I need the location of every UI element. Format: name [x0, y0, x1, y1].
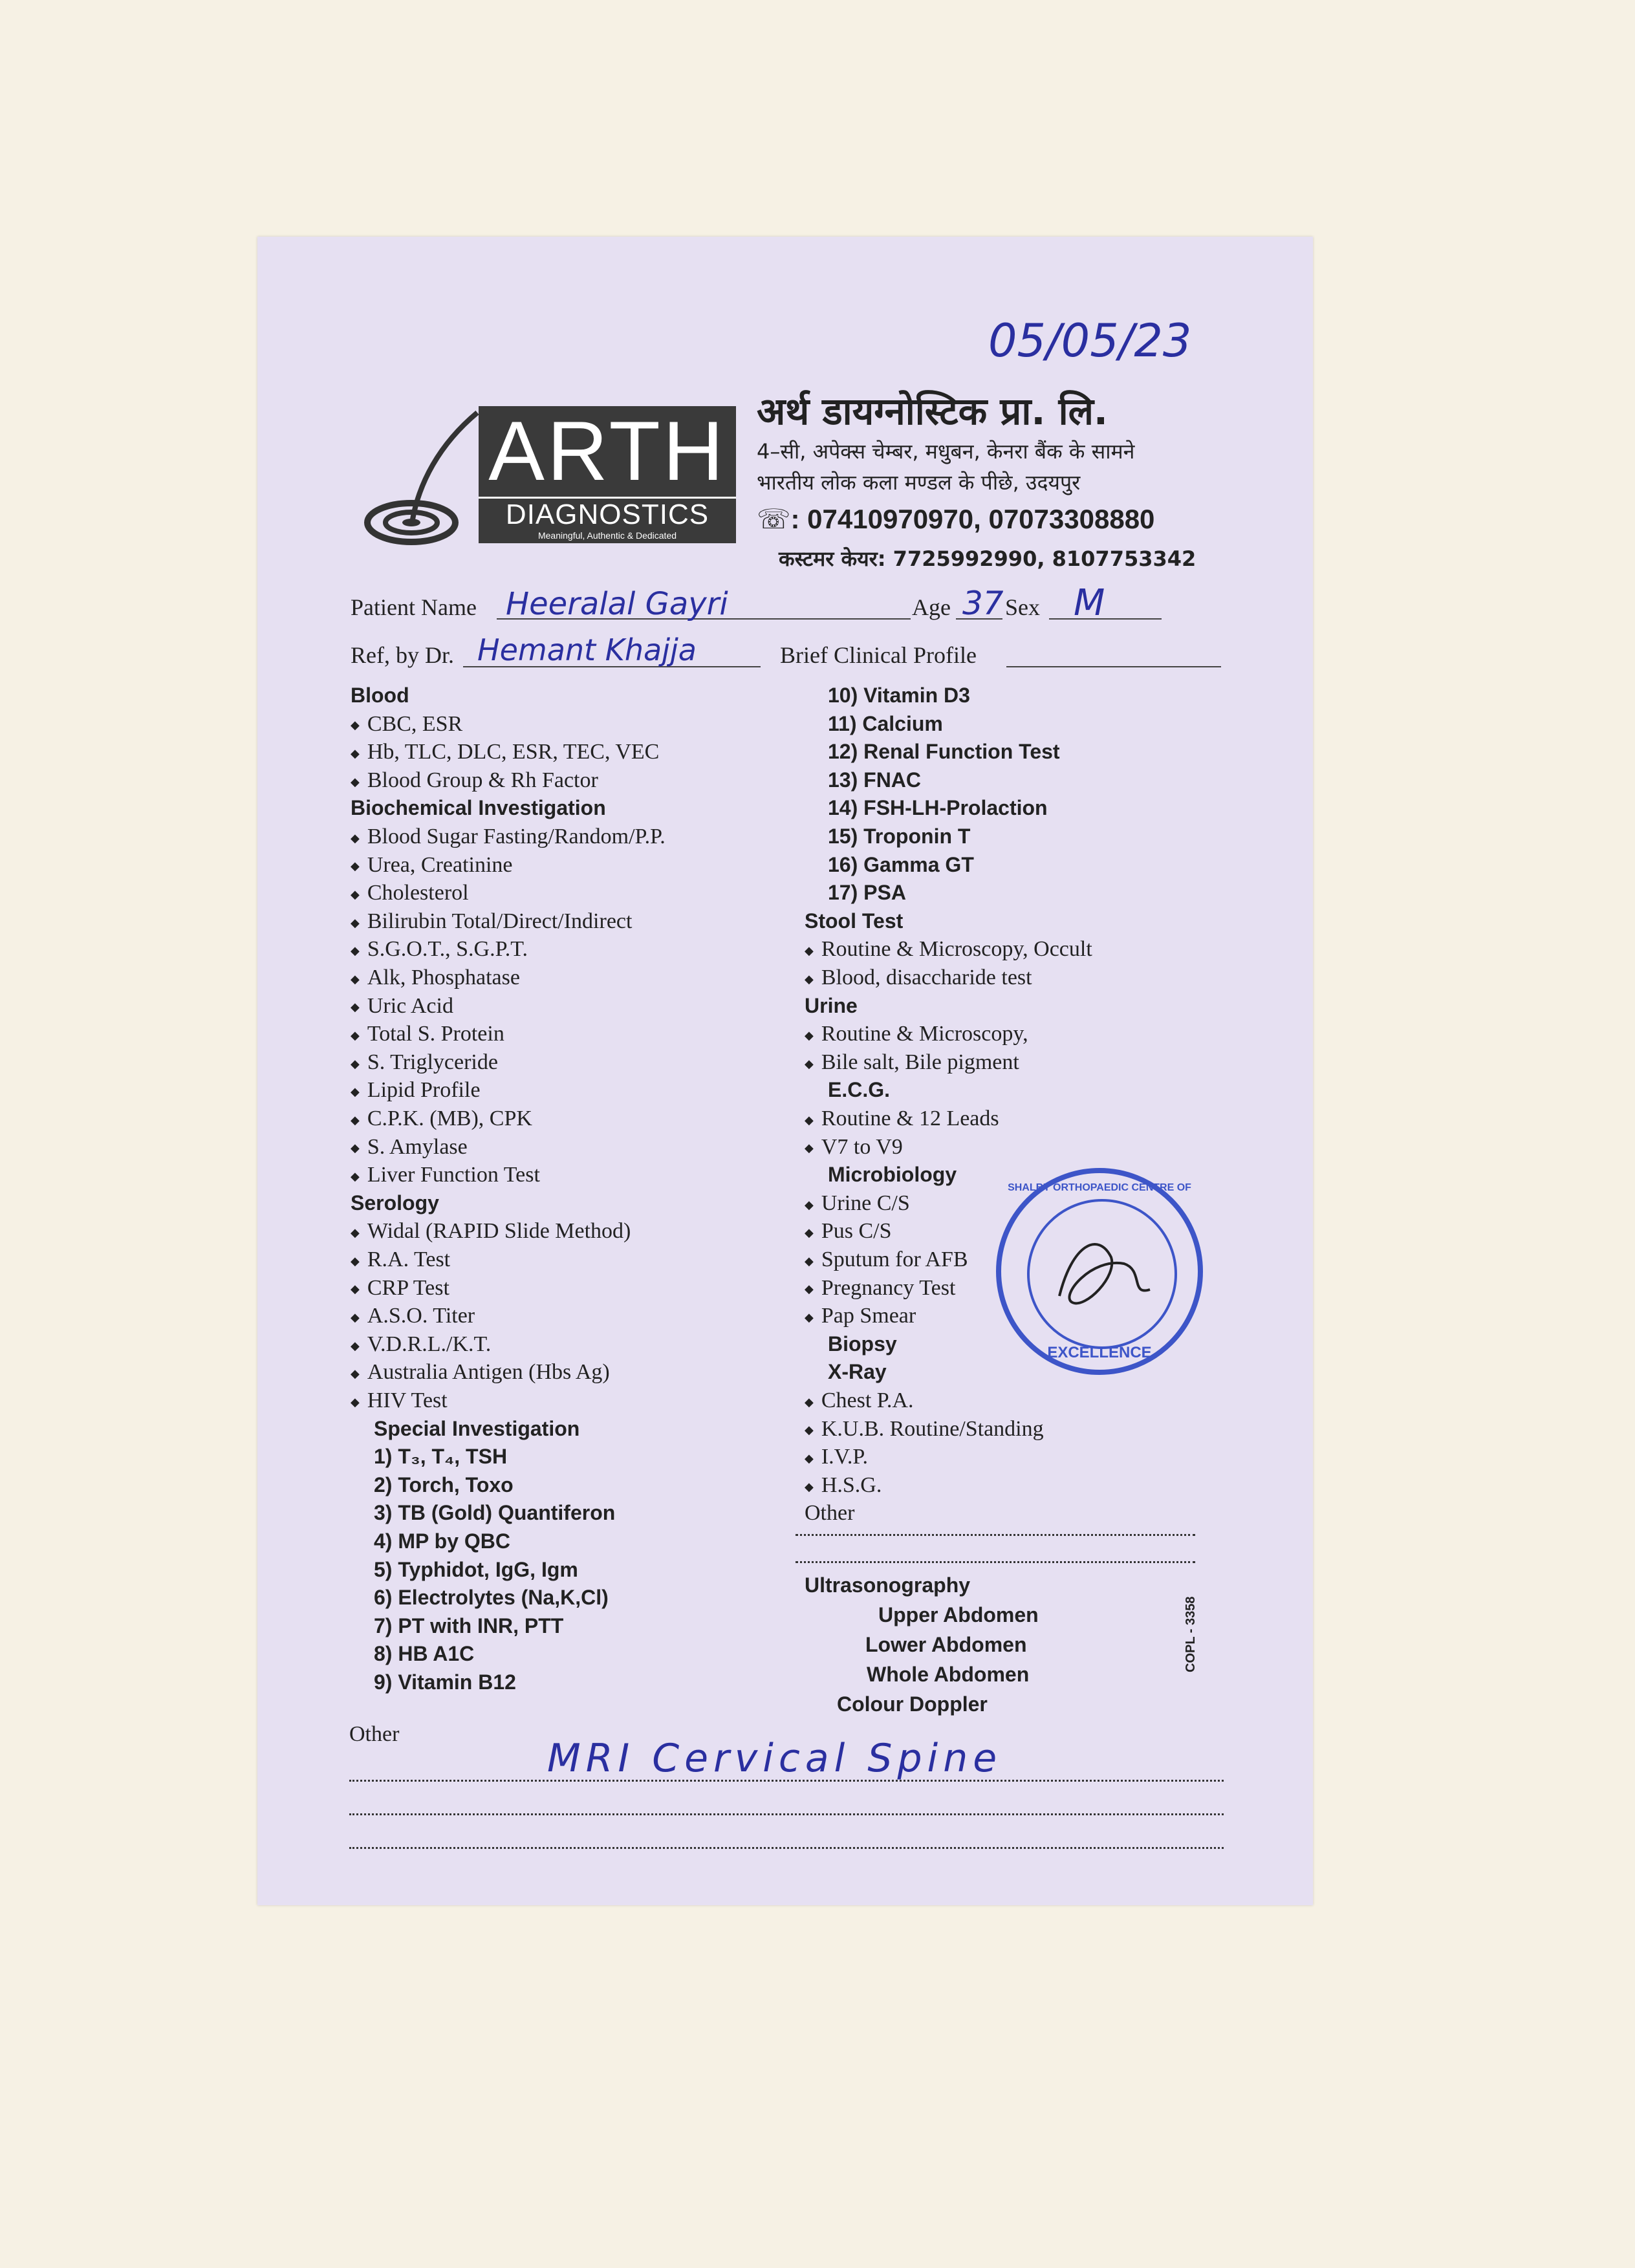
test-item-label: C.P.K. (MB), CPK — [367, 1107, 532, 1130]
test-item-label: Blood Sugar Fasting/Random/P.P. — [367, 825, 666, 848]
bullet-icon: ◆ — [805, 1451, 814, 1465]
test-item-label: K.U.B. Routine/Standing — [821, 1416, 1044, 1441]
test-item-label: Hb, TLC, DLC, ESR, TEC, VEC — [367, 740, 660, 764]
test-item-label: Routine & 12 Leads — [821, 1107, 999, 1130]
bullet-icon: ◆ — [351, 887, 360, 901]
numbered-test: 8) HB A1C — [374, 1642, 475, 1666]
numbered-test: 14) FSH-LH-Prolaction — [828, 796, 1048, 820]
test-item — [351, 823, 666, 852]
test-item-label: Widal (RAPID Slide Method) — [367, 1219, 631, 1244]
test-item-label: Blood, disaccharide test — [821, 966, 1032, 989]
test-item — [351, 1217, 631, 1247]
logo-sub-text: DIAGNOSTICS — [479, 497, 736, 532]
test-item — [351, 879, 469, 909]
test-item — [805, 1217, 892, 1247]
test-item — [351, 1246, 450, 1275]
bullet-icon: ◆ — [351, 1367, 360, 1381]
copl-code: COPL - 3358 — [1184, 1596, 1198, 1672]
test-item — [351, 1048, 498, 1078]
bullet-icon: ◆ — [351, 916, 360, 929]
bullet-icon: ◆ — [805, 1254, 814, 1268]
bullet-icon: ◆ — [351, 1028, 360, 1042]
bullet-icon: ◆ — [351, 1057, 360, 1070]
test-item — [351, 907, 632, 937]
company-name-hindi: अर्थ डायग्नोस्टिक प्रा. लि. — [757, 389, 1108, 433]
test-item-label: Sputum for AFB — [821, 1247, 968, 1271]
test-item — [351, 766, 598, 796]
ref-doctor-label: Ref, by Dr. — [351, 642, 454, 668]
other-line-3 — [349, 1847, 1224, 1849]
section-subheading: X-Ray — [828, 1360, 887, 1384]
bullet-icon: ◆ — [351, 1141, 360, 1155]
ref-doctor-value: Hemant Khajja — [477, 632, 697, 667]
bullet-icon: ◆ — [351, 746, 360, 760]
clinical-profile-line — [1006, 666, 1221, 667]
bullet-icon: ◆ — [805, 1310, 814, 1324]
test-item-label: Routine & Microscopy, — [821, 1022, 1028, 1046]
test-item-label: Uric Acid — [367, 993, 453, 1018]
numbered-test: 9) Vitamin B12 — [374, 1670, 516, 1694]
patient-name-label: Patient Name — [351, 594, 477, 620]
test-item-label: V7 to V9 — [821, 1134, 903, 1159]
bullet-icon: ◆ — [351, 1085, 360, 1099]
plain-label: Other — [805, 1501, 855, 1526]
other-dotted-line-1 — [796, 1534, 1195, 1536]
test-item — [351, 1020, 504, 1050]
test-item-label: Alk, Phosphatase — [367, 966, 520, 989]
test-item — [351, 1274, 449, 1304]
other-label: Other — [349, 1722, 400, 1746]
usg-item: Upper Abdomen — [878, 1603, 1039, 1626]
test-item — [805, 1048, 1019, 1078]
test-item — [351, 1330, 491, 1360]
test-item-label: Australia Antigen (Hbs Ag) — [367, 1360, 610, 1385]
test-item — [805, 1471, 882, 1501]
test-item — [805, 1443, 868, 1473]
test-item — [351, 710, 462, 740]
test-item — [351, 851, 513, 881]
arth-logo — [479, 406, 736, 543]
test-item-label: Bile salt, Bile pigment — [821, 1050, 1019, 1074]
test-item-label: I.V.P. — [821, 1445, 868, 1469]
test-item-label: Cholesterol — [367, 881, 469, 905]
test-item-label: H.S.G. — [821, 1473, 882, 1497]
other-line-1 — [349, 1780, 1224, 1782]
phone-icon: ☏ — [757, 504, 791, 534]
bullet-icon: ◆ — [805, 1480, 814, 1493]
bullet-icon: ◆ — [805, 944, 814, 958]
test-item — [805, 1246, 968, 1275]
test-item — [351, 1105, 532, 1134]
requisition-slip — [257, 237, 1313, 1905]
stamp-signature — [1046, 1218, 1163, 1335]
numbered-test: 10) Vitamin D3 — [828, 684, 970, 707]
test-item-label: HIV Test — [367, 1388, 448, 1412]
numbered-test: 7) PT with INR, PTT — [374, 1614, 564, 1637]
test-item — [351, 935, 528, 965]
bullet-icon: ◆ — [351, 1113, 360, 1127]
section-heading: Serology — [351, 1191, 439, 1215]
bullet-icon: ◆ — [351, 718, 360, 732]
phone-line — [757, 503, 1154, 535]
test-item-label: R.A. Test — [367, 1247, 451, 1271]
bullet-icon: ◆ — [805, 1198, 814, 1211]
numbered-test: 13) FNAC — [828, 768, 922, 792]
test-item — [351, 1076, 481, 1106]
bullet-icon: ◆ — [351, 1339, 360, 1352]
bullet-icon: ◆ — [351, 1254, 360, 1268]
test-item — [805, 1189, 910, 1219]
bullet-icon: ◆ — [805, 1113, 814, 1127]
clinical-profile-label: Brief Clinical Profile — [780, 642, 977, 668]
phone-numbers: : 07410970970, 07073308880 — [790, 504, 1155, 534]
test-item — [805, 1133, 903, 1163]
bullet-icon: ◆ — [351, 1000, 360, 1014]
bullet-icon: ◆ — [351, 775, 360, 788]
numbered-test: 5) Typhidot, IgG, Igm — [374, 1557, 578, 1581]
section-heading: Stool Test — [805, 909, 904, 933]
bullet-icon: ◆ — [351, 944, 360, 958]
test-item-label: Pus C/S — [821, 1219, 892, 1244]
bullet-icon: ◆ — [351, 1226, 360, 1240]
section-subheading: E.C.G. — [828, 1078, 891, 1102]
numbered-test: 16) Gamma GT — [828, 852, 974, 876]
age-value: 37 — [962, 585, 1004, 622]
hospital-stamp — [996, 1168, 1203, 1375]
test-item-label: S. Amylase — [367, 1134, 468, 1159]
test-item-label: S. Triglyceride — [367, 1050, 498, 1074]
bullet-icon: ◆ — [351, 859, 360, 873]
age-label: Age — [912, 594, 951, 620]
test-item-label: A.S.O. Titer — [367, 1304, 475, 1328]
test-item-label: S.G.O.T., S.G.P.T. — [367, 937, 528, 962]
test-item-label: CBC, ESR — [367, 711, 463, 736]
test-item-label: CRP Test — [367, 1275, 449, 1300]
test-item — [805, 1105, 999, 1134]
bullet-icon: ◆ — [351, 1310, 360, 1324]
test-item-label: Liver Function Test — [367, 1163, 540, 1187]
numbered-test: 2) Torch, Toxo — [374, 1473, 514, 1496]
test-item — [351, 738, 659, 768]
customer-care-line: कस्टमर केयर: 7725992990, 8107753342 — [779, 546, 1196, 571]
other-line-2 — [349, 1813, 1224, 1815]
test-item — [351, 1302, 475, 1332]
numbered-test: 15) Troponin T — [828, 825, 971, 848]
bullet-icon: ◆ — [805, 1141, 814, 1155]
usg-item: Whole Abdomen — [867, 1663, 1030, 1686]
test-item-label: Blood Group & Rh Factor — [367, 768, 598, 792]
test-item — [351, 1358, 610, 1388]
stamp-text-bottom: EXCELLENCE — [1047, 1344, 1152, 1361]
section-subheading: Microbiology — [828, 1163, 957, 1187]
bullet-icon: ◆ — [351, 831, 360, 845]
sex-label: Sex — [1005, 594, 1040, 620]
test-item — [805, 1020, 1028, 1050]
bullet-icon: ◆ — [805, 1282, 814, 1296]
test-item — [351, 992, 453, 1022]
test-item — [805, 1387, 913, 1416]
test-item-label: Urea, Creatinine — [367, 852, 513, 877]
bullet-icon: ◆ — [351, 1169, 360, 1183]
bullet-icon: ◆ — [805, 1226, 814, 1240]
numbered-test: 4) MP by QBC — [374, 1529, 510, 1553]
sex-value: M — [1074, 582, 1105, 624]
test-item-label: Pregnancy Test — [821, 1275, 956, 1300]
sex-line — [1049, 618, 1162, 620]
address-line-2: भारतीय लोक कला मण्डल के पीछे, उदयपुर — [757, 470, 1081, 495]
bullet-icon: ◆ — [351, 972, 360, 986]
bullet-icon: ◆ — [805, 972, 814, 986]
logo-main-text: ARTH — [488, 404, 726, 498]
section-heading: Biochemical Investigation — [351, 796, 606, 820]
section-subheading: Special Investigation — [374, 1416, 580, 1440]
stamp-text-top: SHALBY ORTHOPAEDIC CENTRE OF — [1008, 1182, 1191, 1193]
test-item-label: Urine C/S — [821, 1191, 910, 1215]
numbered-test: 6) Electrolytes (Na,K,Cl) — [374, 1586, 609, 1610]
numbered-test: 17) PSA — [828, 881, 906, 905]
test-item — [351, 1387, 448, 1416]
section-heading: Urine — [805, 993, 858, 1017]
numbered-test: 11) Calcium — [828, 711, 943, 735]
bullet-icon: ◆ — [805, 1057, 814, 1070]
test-item — [805, 1302, 916, 1332]
ultrasonography-heading: Ultrasonography — [805, 1573, 971, 1597]
test-item — [805, 935, 1092, 965]
test-item — [351, 1161, 540, 1191]
test-item-label: Pap Smear — [821, 1304, 916, 1328]
test-item-label: V.D.R.L./K.T. — [367, 1332, 492, 1356]
section-subheading: Biopsy — [828, 1332, 897, 1355]
numbered-test: 3) TB (Gold) Quantiferon — [374, 1501, 616, 1525]
test-item-label: Bilirubin Total/Direct/Indirect — [367, 909, 633, 933]
bullet-icon: ◆ — [805, 1395, 814, 1409]
test-item — [805, 964, 1032, 993]
test-item — [805, 1274, 955, 1304]
test-item-label: Chest P.A. — [821, 1388, 914, 1412]
logo-swirl-icon — [361, 406, 484, 548]
usg-item: Lower Abdomen — [865, 1633, 1027, 1656]
usg-item: Colour Doppler — [837, 1692, 988, 1716]
handwritten-date: 05/05/23 — [988, 314, 1192, 367]
test-item-label: Routine & Microscopy, Occult — [821, 937, 1092, 962]
other-note-handwritten: MRI Cervical Spine — [547, 1736, 1002, 1781]
test-item — [805, 1415, 1044, 1445]
bullet-icon: ◆ — [805, 1423, 814, 1437]
test-item-label: Lipid Profile — [367, 1078, 481, 1103]
section-heading: Blood — [351, 684, 409, 707]
patient-name-value: Heeralal Gayri — [506, 586, 728, 622]
logo-tagline: Meaningful, Authentic & Dedicated — [537, 530, 677, 541]
numbered-test: 12) Renal Function Test — [828, 740, 1060, 764]
bullet-icon: ◆ — [805, 1028, 814, 1042]
address-line-1: 4–सी, अपेक्स चेम्बर, मधुबन, केनरा बैंक के सामने — [757, 439, 1135, 464]
test-item — [351, 1133, 468, 1163]
test-item — [351, 964, 520, 993]
bullet-icon: ◆ — [351, 1395, 360, 1409]
numbered-test: 1) T₃, T₄, TSH — [374, 1445, 508, 1469]
test-item-label: Total S. Protein — [367, 1022, 504, 1046]
bullet-icon: ◆ — [351, 1282, 360, 1296]
other-dotted-line-2 — [796, 1561, 1195, 1563]
